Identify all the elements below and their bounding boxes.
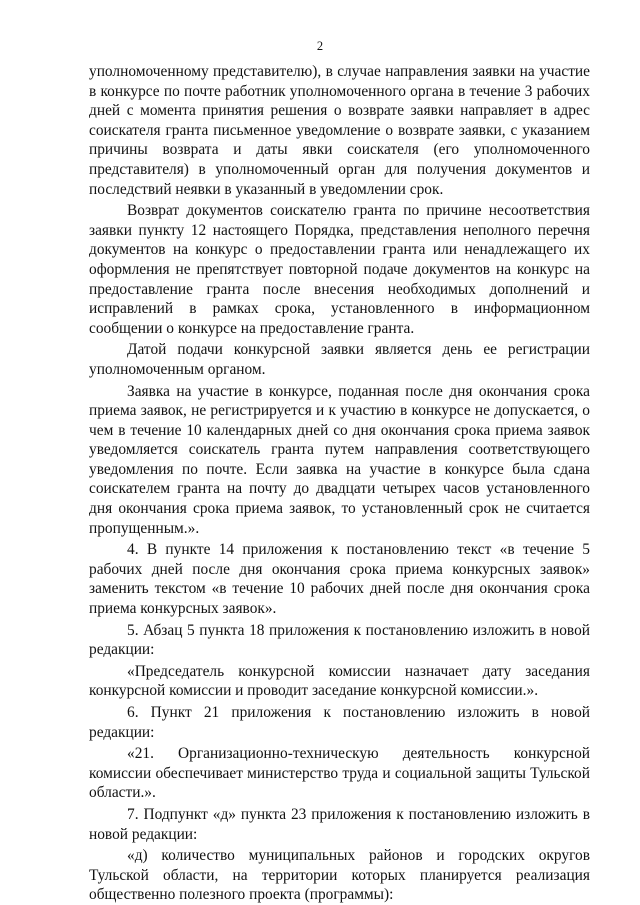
paragraph-item-6: 6. Пункт 21 приложения к постановлению изложить в новой редакции: xyxy=(89,704,590,741)
document-body xyxy=(89,62,590,905)
paragraph-item-7: 7. Подпункт «д» пункта 23 приложения к постановлению изложить в новой редакции: xyxy=(89,805,590,843)
paragraph-item-5: 5. Абзац 5 пункта 18 приложения к постановлению изложить в новой редакции: xyxy=(89,621,590,659)
paragraph-item-7-text: «д) количество муниципальных районов и городских округов Тульской области, на территории которых планируется реализация общественно полезного проекта (программы): xyxy=(89,847,590,904)
paragraph-late-application: Заявка на участие в конкурсе, поданная после дня окончания срока приема заявок, не регистрируется и к участию в конкурсе не допускается, о чем в течение 10 календарных дней со дня окончания срока приема заявок уведомляется соискатель гранта путем направления соответствующего уведомления по почте. Если заявка на участие в конкурсе была сдана соискателем гранта на почту до двадцати четырех часов установленного дня окончания срока приема заявок, то установленный срок не считается пропущенным.». xyxy=(89,382,590,537)
paragraph-return-documents: Возврат документов соискателю гранта по причине несоответствия заявки пункту 12 настоящего Порядка, представления неполного перечня документов на конкурс о предоставлении гранта или ненадлежащего их оформления не препятствует повторной подаче документов на конкурс на предоставление гранта после внесения необходимых дополнений и исправлений в рамках срока, установленного в информационном сообщении о конкурсе на предоставление гранта. xyxy=(89,202,590,337)
paragraph-item-5-text: «Председатель конкурсной комиссии назначает дату заседания конкурсной комиссии и проводит заседание конкурсной комиссии.». xyxy=(89,662,590,700)
paragraph-item-4: 4. В пункте 14 приложения к постановлению текст «в течение 5 рабочих дней после дня окончания срока приема конкурсных заявок» заменить текстом «в течение 10 рабочих дней после дня окончания срока приема конкурсных заявок». xyxy=(89,541,590,618)
paragraph-submission-date: Датой подачи конкурсной заявки является день ее регистрации уполномоченным органом. xyxy=(89,341,590,378)
page-number: 2 xyxy=(316,39,324,53)
paragraph-item-6-text: «21. Организационно-техническую деятельность конкурсной комиссии обеспечивает министерство труда и социальной защиты Тульской области.». xyxy=(89,745,590,802)
paragraph-continuation: уполномоченному представителю), в случае направления заявки на участие в конкурсе по почте работник уполномоченного органа в течение 3 рабочих дней с момента принятия решения о возврате заявки направляет в адрес соискателя гранта письменное уведомление о возврате заявки, с указанием причины возврата и даты явки соискателя (его уполномоченного представителя) в уполномоченный орган для получения документов и последствий неявки в указанный в уведомлении срок. xyxy=(89,63,590,198)
